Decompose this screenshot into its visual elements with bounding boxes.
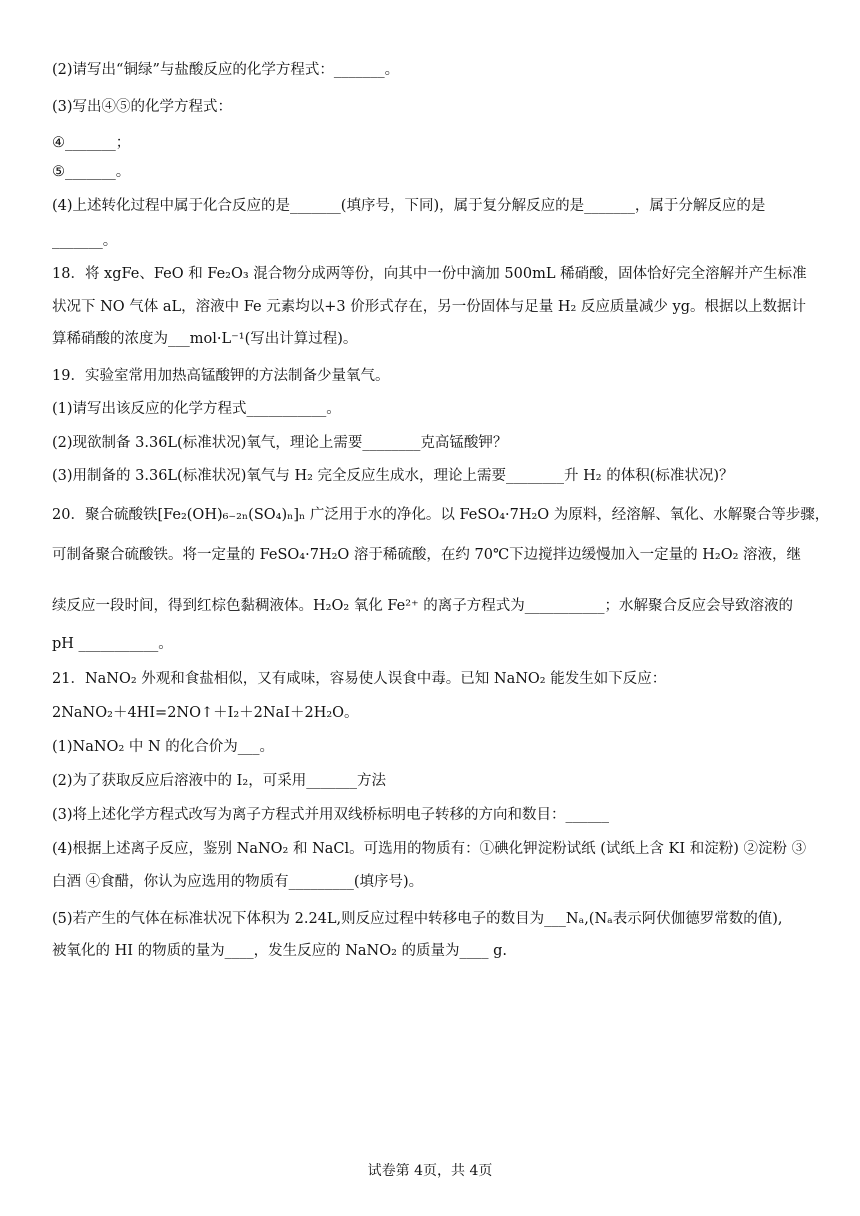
q17-part4: (4)上述转化过程中属于化合反应的是_______(填序号，下同)，属于复分解反应的是_______，属于分解反应的是 [52,198,766,214]
q21-part1: (1)NaNO₂ 中 N 的化合价为___。 [52,739,275,755]
q19-part3: (3)用制备的 3.36L(标准状况)氧气与 H₂ 完全反应生成水，理论上需要________升 H₂ 的体积(标准状况)？ [52,468,734,484]
q21-part2: (2)为了获取反应后溶液中的 I₂，可采用_______方法 [52,773,386,789]
q20-line1: 20．聚合硫酸铁[Fe₂(OH)₆₋₂ₙ(SO₄)ₙ]ₙ 广泛用于水的净化。以 FeSO₄·7H₂O 为原料，经溶解、氧化、水解聚合等步骤， [52,507,830,523]
q17-part2: (2)请写出“铜绿”与盐酸反应的化学方程式：_______。 [52,62,400,78]
q21-stem: 21．NaNO₂ 外观和食盐相似，又有咸味，容易使人误食中毒。已知 NaNO₂ 能发生如下反应： [52,671,667,687]
q20-line2: 可制备聚合硫酸铁。将一定量的 FeSO₄·7H₂O 溶于稀硫酸，在约 70℃下边搅拌边缓慢加入一定量的 H₂O₂ 溶液，继 [52,547,802,563]
q21-equation: 2NaNO₂＋4HI=2NO↑＋I₂＋2NaI＋2H₂O。 [52,705,359,721]
q21-part5-cont: 被氧化的 HI 的物质的量为____，发生反应的 NaNO₂ 的质量为____ g. [52,943,508,959]
q20-line4: pH ___________。 [52,636,173,652]
q17-part3-eq5: ⑤_______。 [52,164,131,180]
q17-part3-eq4: ④_______； [52,135,131,151]
q21-part3: (3)将上述化学方程式改写为离子方程式并用双线桥标明电子转移的方向和数目：______ [52,807,610,823]
q18-line2: 状况下 NO 气体 aL，溶液中 Fe 元素均以+3 价形式存在，另一份固体与足量 H₂ 反应质量减少 yg。根据以上数据计 [52,299,806,315]
q21-part4-cont: 白酒 ④食醋，你认为应选用的物质有_________(填序号)。 [52,874,424,890]
q21-part4: (4)根据上述离子反应，鉴别 NaNO₂ 和 NaCl。可选用的物质有：①碘化钾淀粉试纸 (试纸上含 KI 和淀粉) ②淀粉 ③ [52,841,807,857]
q18-line3: 算稀硝酸的浓度为___mol·L⁻¹(写出计算过程)。 [52,331,358,347]
q21-part5: (5)若产生的气体在标准状况下体积为 2.24L,则反应过程中转移电子的数目为___Nₐ,(Nₐ表示阿伏伽德罗常数的值), [52,911,783,927]
q19-part1: (1)请写出该反应的化学方程式___________。 [52,401,341,417]
q18-line1: 18．将 xgFe、FeO 和 Fe₂O₃ 混合物分成两等份，向其中一份中滴加 500mL 稀硝酸，固体恰好完全溶解并产生标准 [52,266,807,282]
q19-stem: 19．实验室常用加热高锰酸钾的方法制备少量氧气。 [52,368,390,384]
page-footer: 试卷第 4页，共 4页 [367,1163,493,1179]
q20-line3: 续反应一段时间，得到红棕色黏稠液体。H₂O₂ 氧化 Fe²⁺ 的离子方程式为___________；水解聚合反应会导致溶液的 [52,598,794,614]
q19-part2: (2)现欲制备 3.36L(标准状况)氧气，理论上需要________克高锰酸钾？ [52,435,508,451]
q17-part4-cont: _______。 [52,233,118,249]
q17-part3: (3)写出④⑤的化学方程式： [52,99,233,115]
